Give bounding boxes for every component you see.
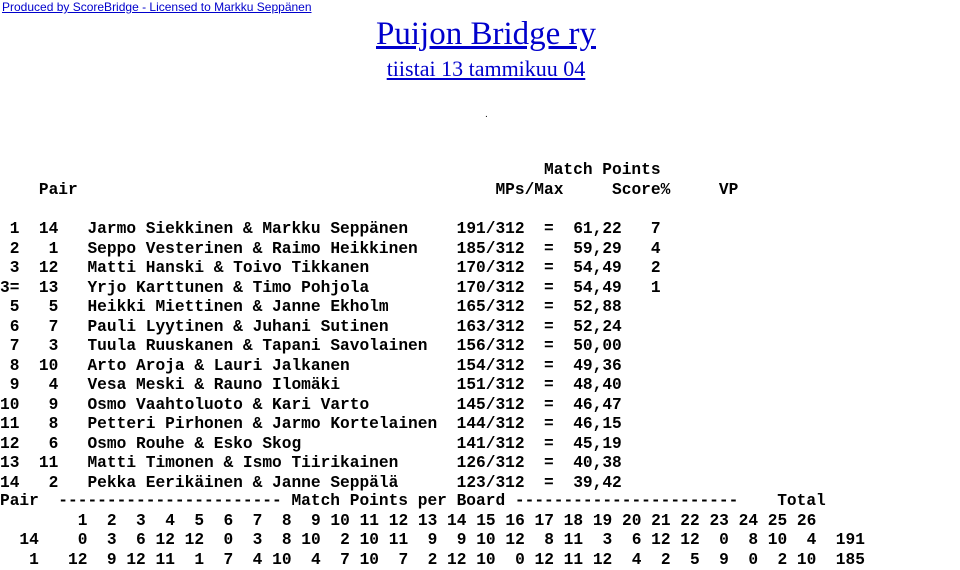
- board-score: 3: [233, 531, 263, 549]
- mps-max: 126/312: [456, 454, 525, 472]
- rank: 5: [0, 298, 20, 316]
- board-number: 26: [787, 511, 817, 530]
- result-row: 9 4 Vesa Meski & Rauno Ilomäki 151/312 = 48,40: [0, 376, 622, 394]
- scorebridge-credit-link[interactable]: Produced by ScoreBridge - Licensed to Markku Seppänen: [2, 0, 312, 14]
- board-score: 0: [728, 550, 759, 569]
- board-score: 3: [583, 531, 613, 549]
- board-number: 17: [524, 511, 554, 530]
- board-score: 9: [699, 550, 729, 569]
- board-score: 0: [699, 531, 729, 549]
- mps-max: 170/312: [456, 278, 525, 297]
- result-row: 7 3 Tuula Ruuskanen & Tapani Savolainen 156/312 = 50,00: [0, 337, 622, 355]
- mps-max: 154/312: [456, 356, 525, 375]
- victory-points: 4: [650, 239, 661, 258]
- board-score: 11: [145, 550, 175, 569]
- board-score: 8: [262, 531, 292, 549]
- board-pair-heading: Pair: [0, 492, 39, 510]
- board-number: 12: [379, 511, 409, 530]
- pair-names: Osmo Vaahtoluoto & Kari Varto: [87, 395, 447, 414]
- board-score: 8: [524, 531, 554, 549]
- rank: 3=: [0, 278, 20, 297]
- board-score: 7: [320, 550, 350, 569]
- board-number: 3: [116, 511, 146, 530]
- board-number: 14: [437, 511, 467, 530]
- score-percent: 52,88: [573, 298, 622, 316]
- score-percent: 45,19: [573, 434, 622, 453]
- board-score: 6: [116, 531, 146, 549]
- board-score: 6: [612, 531, 642, 549]
- board-score: 10: [349, 550, 380, 569]
- score-percent: 54,49: [573, 259, 622, 277]
- board-number: 9: [291, 511, 321, 530]
- mps-max: 170/312: [456, 259, 525, 277]
- pair-names: Tuula Ruuskanen & Tapani Savolainen: [87, 337, 447, 355]
- rank: 1: [0, 220, 20, 238]
- board-number: 22: [670, 511, 700, 530]
- board-score: 10: [466, 531, 496, 549]
- board-score: 12: [145, 531, 175, 549]
- row-total: 191: [826, 531, 865, 549]
- page-subtitle: tiistai 13 tammikuu 04: [386, 56, 586, 81]
- board-number: 7: [233, 511, 263, 530]
- pair-names: Arto Aroja & Lauri Jalkanen: [87, 356, 447, 375]
- board-number: 10: [320, 511, 350, 530]
- board-score: 0: [495, 550, 525, 569]
- pair-number: 14: [0, 531, 39, 549]
- rank: 2: [0, 239, 20, 258]
- pair-names: Heikki Miettinen & Janne Ekholm: [87, 298, 447, 316]
- board-score: 12: [58, 550, 88, 569]
- result-row: 5 5 Heikki Miettinen & Janne Ekholm 165/312 = 52,88: [0, 298, 622, 316]
- result-row: 3 12 Matti Hanski & Toivo Tikkanen 170/312 = 54,49 2: [0, 259, 661, 277]
- result-row: 8 10 Arto Aroja & Lauri Jalkanen 154/312 = 49,36: [0, 356, 622, 375]
- mps-max: 151/312: [456, 376, 525, 394]
- victory-points: 1: [650, 278, 661, 297]
- mps-max: 123/312: [456, 473, 525, 492]
- dash-rule-left: -----------------------: [58, 492, 282, 510]
- board-number: 1: [58, 511, 88, 530]
- board-score: 12: [524, 550, 554, 569]
- board-score: 11: [553, 531, 584, 549]
- pair-names: Yrjo Karttunen & Timo Pohjola: [87, 278, 447, 297]
- separator-dot: .: [485, 109, 488, 120]
- rank: 12: [0, 434, 20, 453]
- score-percent: 40,38: [573, 454, 622, 472]
- result-row: 1 14 Jarmo Siekkinen & Markku Seppänen 191/312 = 61,22 7: [0, 220, 661, 238]
- board-score: 0: [58, 531, 88, 549]
- board-score: 2: [320, 531, 350, 549]
- rank: 6: [0, 317, 20, 336]
- result-row: 10 9 Osmo Vaahtoluoto & Kari Varto 145/312 = 46,47: [0, 395, 622, 414]
- pair-number: 9: [29, 395, 59, 414]
- mps-max: 165/312: [456, 298, 525, 316]
- pair-number: 3: [29, 337, 59, 355]
- results-table: [0, 220, 661, 493]
- pair-names: Osmo Rouhe & Esko Skog: [87, 434, 447, 453]
- mps-max: 145/312: [456, 395, 525, 414]
- score-percent: 61,22: [573, 220, 622, 238]
- pair-number: 2: [29, 473, 59, 492]
- board-score: 10: [787, 550, 817, 569]
- mps-max: 156/312: [456, 337, 525, 355]
- board-scores-table: [0, 492, 865, 570]
- result-row: 6 7 Pauli Lyytinen & Juhani Sutinen 163/312 = 52,24: [0, 317, 622, 336]
- board-score: 12: [437, 550, 467, 569]
- score-percent: 39,42: [573, 473, 622, 492]
- board-score: 9: [408, 531, 438, 549]
- board-score: 10: [758, 531, 788, 549]
- pair-number: 7: [29, 317, 59, 336]
- mps-max: 185/312: [456, 239, 525, 258]
- pair-names: Matti Timonen & Ismo Tiirikainen: [87, 454, 447, 472]
- board-score: 11: [379, 531, 409, 549]
- rank: 7: [0, 337, 20, 355]
- vp-column-heading: VP: [718, 180, 739, 199]
- board-number: 25: [758, 511, 788, 530]
- total-heading: Total: [777, 492, 826, 510]
- score-percent: 59,29: [573, 239, 622, 258]
- pair-number: 10: [29, 356, 59, 375]
- victory-points: 2: [650, 259, 661, 277]
- board-number: 2: [87, 511, 117, 530]
- pair-names: Petteri Pirhonen & Jarmo Kortelainen: [87, 415, 447, 433]
- board-score: 12: [495, 531, 525, 549]
- pair-number: 6: [29, 434, 59, 453]
- page-title: Puijon Bridge ry: [376, 16, 596, 52]
- board-number: 11: [349, 511, 380, 530]
- result-row: 14 2 Pekka Eerikäinen & Janne Seppälä 123/312 = 39,42: [0, 473, 622, 492]
- mps-max: 163/312: [456, 317, 525, 336]
- score-percent: 46,15: [573, 415, 622, 433]
- board-number: 15: [466, 511, 496, 530]
- board-score: 2: [408, 550, 438, 569]
- board-score: 10: [291, 531, 321, 549]
- board-number: 13: [408, 511, 438, 530]
- pair-number: 8: [29, 415, 59, 433]
- board-score: 12: [583, 550, 613, 569]
- score-percent: 48,40: [573, 376, 622, 394]
- mps-max-column-heading: MPs/Max: [495, 180, 564, 199]
- board-number: 5: [174, 511, 205, 530]
- score-percent: 52,24: [573, 317, 622, 336]
- result-row: 12 6 Osmo Rouhe & Esko Skog 141/312 = 45,19: [0, 434, 622, 453]
- board-score: 9: [87, 550, 117, 569]
- board-score: 12: [174, 531, 205, 549]
- pair-names: Seppo Vesterinen & Raimo Heikkinen: [87, 239, 447, 258]
- score-percent: 54,49: [573, 278, 622, 297]
- rank: 13: [0, 454, 20, 472]
- rank: 14: [0, 473, 20, 492]
- rank: 11: [0, 415, 20, 433]
- board-score: 3: [87, 531, 117, 549]
- result-row: 11 8 Petteri Pirhonen & Jarmo Kortelainen 144/312 = 46,15: [0, 415, 622, 433]
- match-points-heading: Match Points: [544, 161, 661, 179]
- board-score: 8: [728, 531, 759, 549]
- pair-number: 14: [29, 220, 59, 238]
- board-score: 11: [553, 550, 584, 569]
- result-row: 3= 13 Yrjo Karttunen & Timo Pohjola 170/312 = 54,49 1: [0, 278, 661, 297]
- board-number: 18: [553, 511, 584, 530]
- board-score: 12: [670, 531, 700, 549]
- board-score: 12: [641, 531, 671, 549]
- board-score: 2: [641, 550, 671, 569]
- board-number: 8: [262, 511, 292, 530]
- pair-number: 4: [29, 376, 59, 394]
- board-number: 23: [699, 511, 729, 530]
- board-number: 4: [145, 511, 175, 530]
- board-number: 16: [495, 511, 525, 530]
- board-score: 0: [204, 531, 234, 549]
- pair-names: Vesa Meski & Rauno Ilomäki: [87, 376, 447, 394]
- result-row: 13 11 Matti Timonen & Ismo Tiirikainen 126/312 = 40,38: [0, 454, 622, 472]
- pair-names: Matti Hanski & Toivo Tikkanen: [87, 259, 447, 277]
- board-score: 5: [670, 550, 700, 569]
- pair-names: Jarmo Siekkinen & Markku Seppänen: [87, 220, 447, 238]
- mps-max: 191/312: [456, 220, 525, 238]
- board-number: 21: [641, 511, 671, 530]
- pair-number: 1: [29, 239, 59, 258]
- board-score: 4: [612, 550, 642, 569]
- results-header: [0, 161, 738, 200]
- rank: 3: [0, 259, 20, 277]
- score-column-heading: Score%: [612, 180, 671, 199]
- mps-max: 144/312: [456, 415, 525, 433]
- board-score: 1: [174, 550, 205, 569]
- board-score: 4: [233, 550, 263, 569]
- pair-names: Pekka Eerikäinen & Janne Seppälä: [87, 473, 447, 492]
- row-total: 185: [826, 550, 865, 569]
- board-score: 10: [466, 550, 496, 569]
- pair-number: 12: [29, 259, 59, 277]
- mps-max: 141/312: [456, 434, 525, 453]
- pair-number: 5: [29, 298, 59, 316]
- board-number: 6: [204, 511, 234, 530]
- board-score: 9: [437, 531, 467, 549]
- pair-number: 13: [29, 278, 59, 297]
- pair-column-heading: Pair: [38, 180, 78, 199]
- rank: 8: [0, 356, 20, 375]
- score-percent: 49,36: [573, 356, 622, 375]
- board-score: 7: [204, 550, 234, 569]
- rank: 9: [0, 376, 20, 394]
- victory-points: 7: [650, 220, 661, 238]
- score-percent: 46,47: [573, 395, 622, 414]
- board-number: 20: [612, 511, 642, 530]
- dash-rule-right: -----------------------: [514, 492, 739, 510]
- board-score: 4: [787, 531, 817, 549]
- board-score: 7: [379, 550, 409, 569]
- board-score: 10: [262, 550, 292, 569]
- board-score: 10: [349, 531, 380, 549]
- board-score: 2: [758, 550, 788, 569]
- board-score: 12: [116, 550, 146, 569]
- rank: 10: [0, 395, 20, 414]
- board-number: 19: [583, 511, 613, 530]
- board-score-row: [0, 531, 865, 549]
- board-score: 4: [291, 550, 321, 569]
- board-number: 24: [728, 511, 759, 530]
- pair-names: Pauli Lyytinen & Juhani Sutinen: [87, 317, 447, 336]
- pair-number: 1: [0, 550, 39, 569]
- score-percent: 50,00: [573, 337, 622, 355]
- result-row: 2 1 Seppo Vesterinen & Raimo Heikkinen 185/312 = 59,29 4: [0, 239, 661, 258]
- pair-number: 11: [29, 454, 59, 472]
- board-section-title: Match Points per Board: [291, 492, 506, 510]
